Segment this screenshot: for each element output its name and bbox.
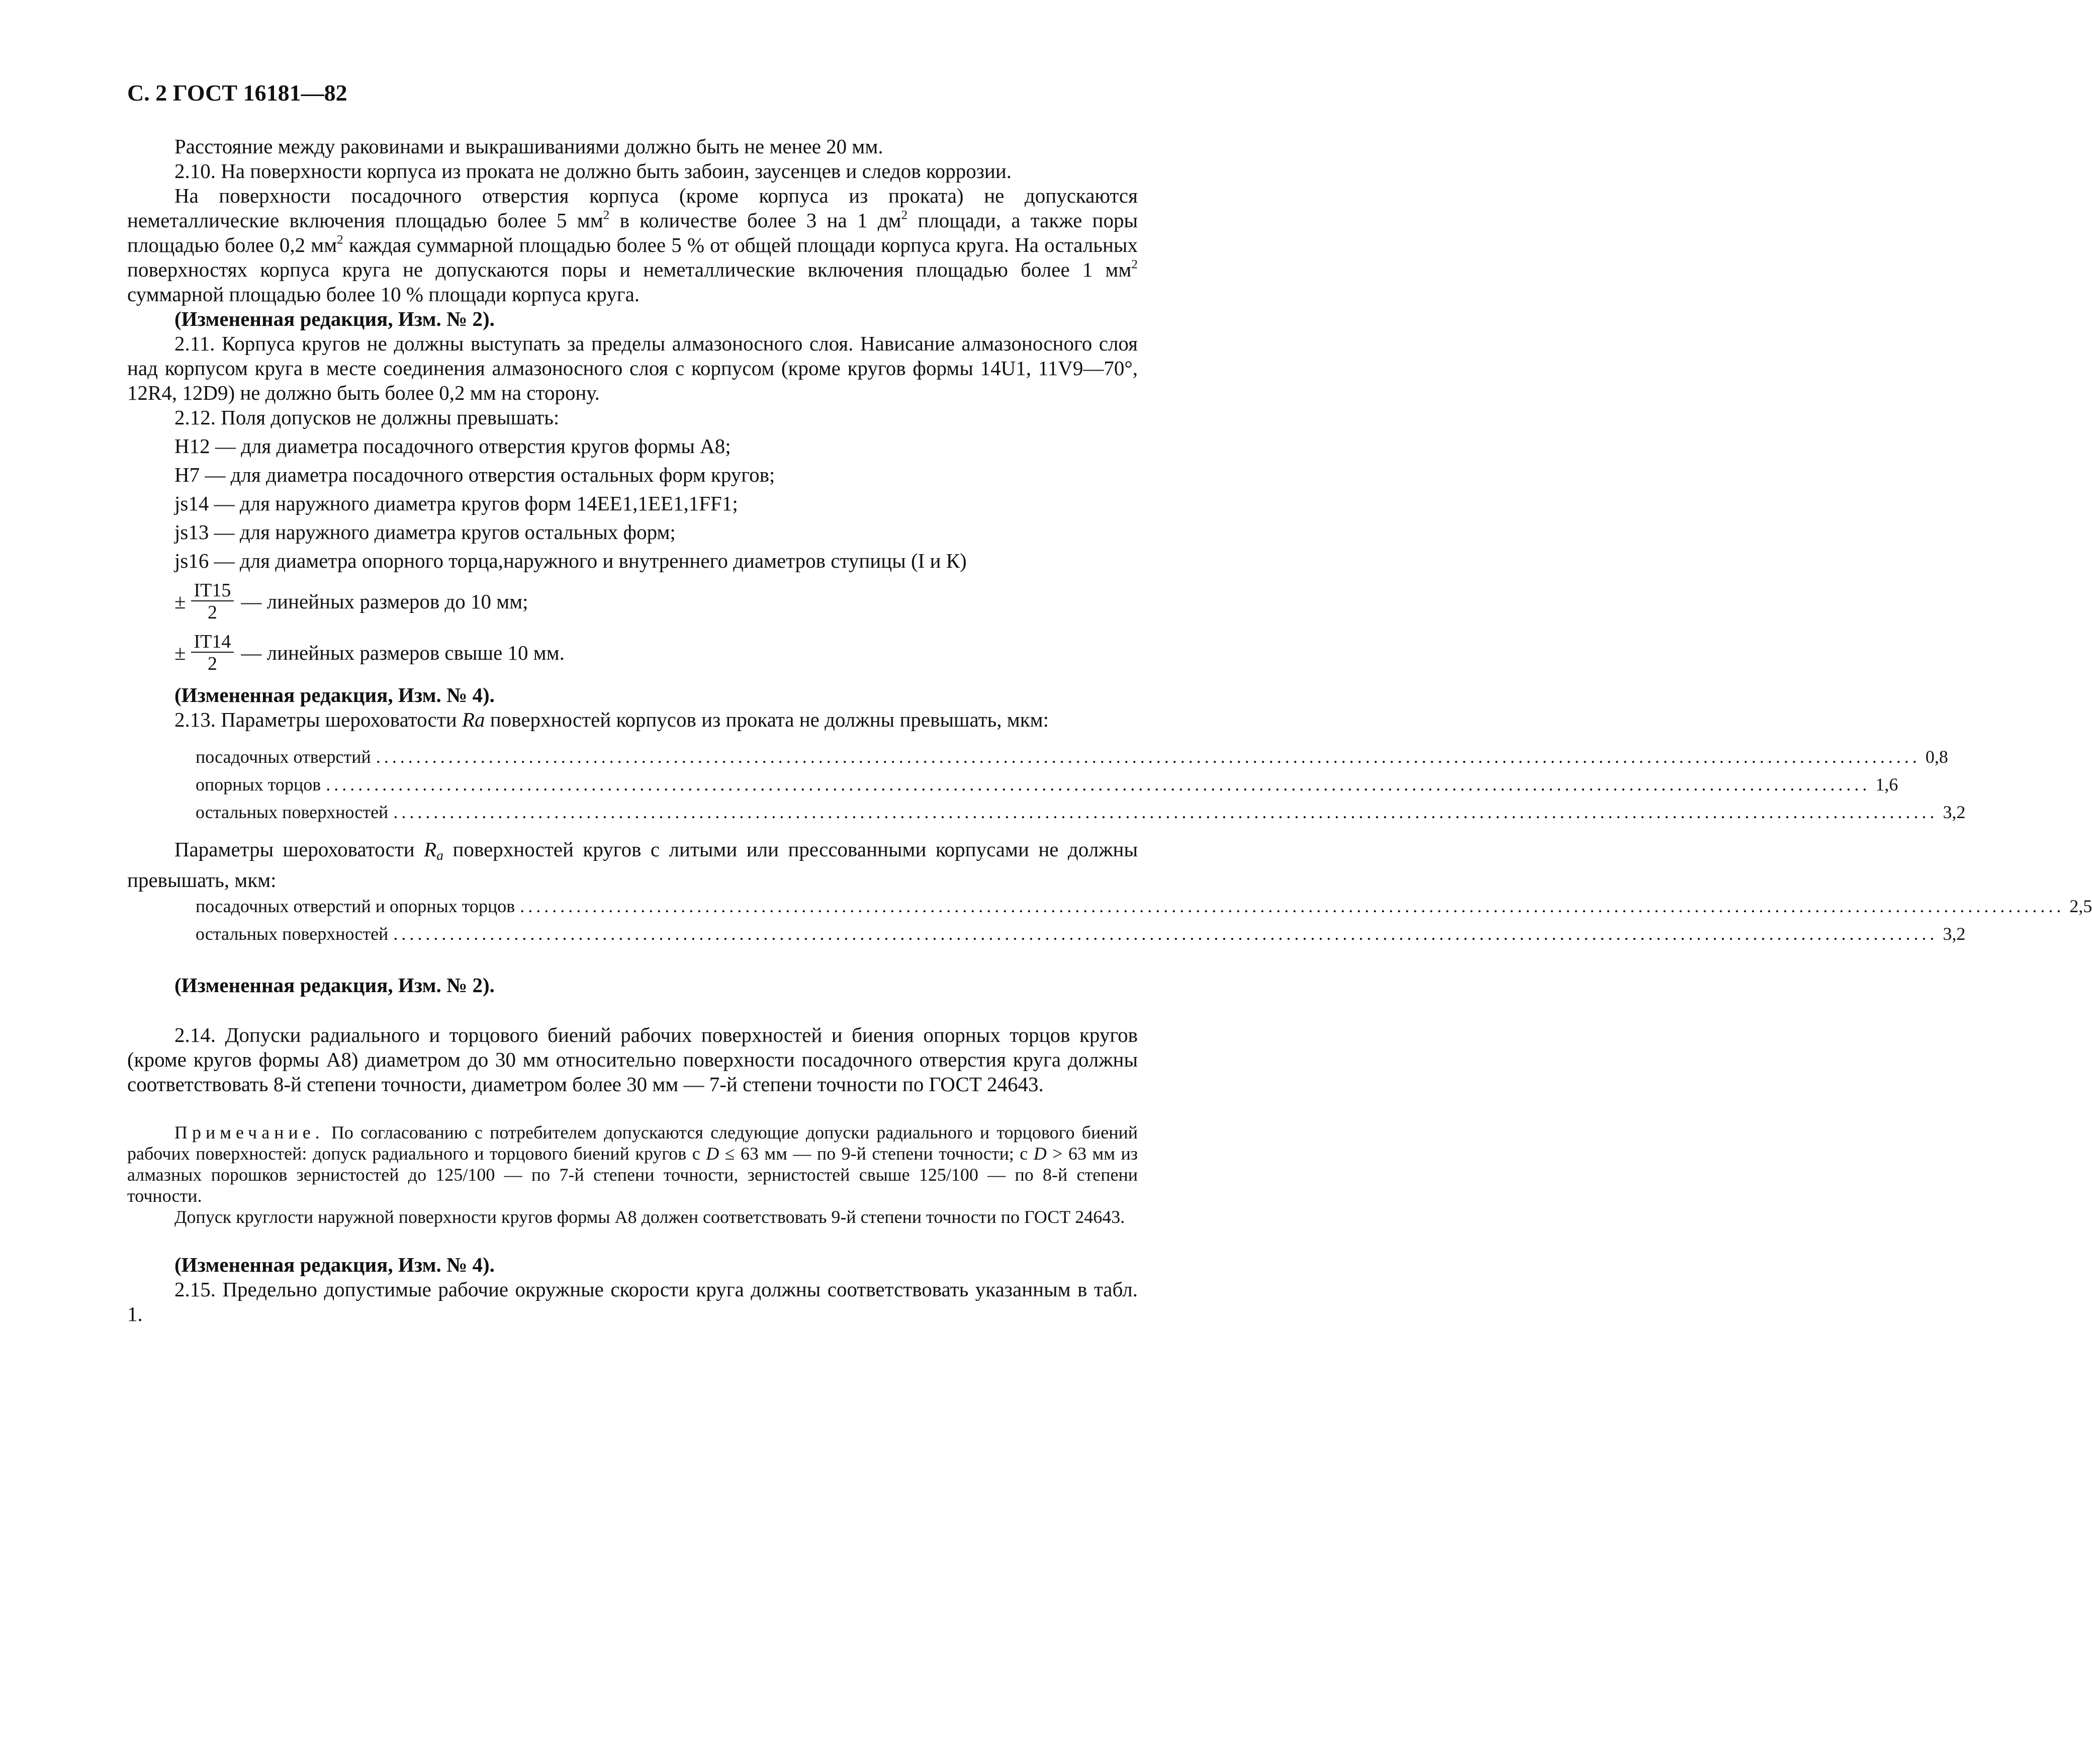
tolerance-item: Н7 — для диаметра посадочного отверстия остальных форм кругов; [174, 463, 775, 486]
paragraph-2-11: 2.11. Корпуса кругов не должны выступать за пределы алмазоносного слоя. Нависание алмазоносного слоя над корпусом круга в месте соединения алмазоносного слоя с корпусом (кроме кругов формы 14U1, 11V9—70°, 12R4, 12D9) не должно быть более 0,2 мм на сторону. [127, 332, 1138, 404]
document-page [127, 80, 2092, 1327]
tolerance-item: js16 — для диаметра опорного торца,наружного и внутреннего диаметров ступицы (I и К) [174, 549, 967, 572]
fraction-tolerance: ± $\frac{IT14}{2}$ — линейных размеров свыше 10 мм. [174, 631, 565, 674]
amendment-note: (Измененная редакция, Изм. № 2). [174, 307, 495, 330]
roughness-row: остальных поверхностей ................................................................................................................................................................................................ 3,2 [196, 923, 1966, 944]
roughness-row: посадочных отверстий ................................................................................................................................................................................................ 0,8 [196, 747, 1948, 767]
fraction: $\frac{IT14}{2}$ [191, 632, 234, 674]
roughness-list-rolled [127, 743, 1966, 826]
paragraph-2-10: 2.10. На поверхности корпуса из проката не должно быть забоин, заусенцев и следов коррозии. [174, 159, 1012, 183]
roughness-row: опорных торцов ................................................................................................................................................................................................ 1,6 [196, 774, 1898, 795]
roughness-row: остальных поверхностей ................................................................................................................................................................................................ 3,2 [196, 802, 1966, 822]
roughness-list-cast [127, 893, 2092, 948]
tolerance-list [127, 434, 1138, 573]
note-paragraph: Примечание. По согласованию с потребителем допускаются следующие допуски радиального и торцового биений рабочих поверхностей: допуск радиального и торцового биений кругов с D ≤ 63 мм — по 9-й степени точности; с D > 63 мм из алмазных порошков зернистостей до 125/100 — по 7-й степени точности, зернистостей свыше 125/100 — по 8-й степени точности. [127, 1122, 1138, 1206]
paragraph-2-15: 2.15. Предельно допустимые рабочие окружные скорости круга должны соответствовать указанным в табл. 1. [127, 1277, 1138, 1326]
paragraph-2-12: 2.12. Поля допусков не должны превышать: [174, 406, 560, 429]
fraction-tolerance: ± $\frac{IT15}{2}$ — линейных размеров до 10 мм; [174, 580, 528, 623]
paragraph-2-10-inclusions: На поверхности посадочного отверстия корпуса (кроме корпуса из проката) не допускаются неметаллические включения площадью более 5 $мм^2$ в количестве более 3 на 1 $дм^2$ площади, а также поры площадью более 0,2 $мм^2$ каждая суммарной площадью более 5 % от общей площади корпуса круга. На остальных поверхностях корпуса круга не допускаются поры и неметаллические включения площадью более 1 $мм^2$ суммарной площадью более 10 % площади корпуса круга. [127, 184, 1138, 306]
paragraph-roughness-cast: Параметры шероховатости $R_a$ поверхностей кругов с литыми или прессованными корпусами не должны превышать, мкм: [127, 838, 1138, 892]
note-paragraph-roundness: Допуск круглости наружной поверхности кругов формы А8 должен соответствовать 9-й степени точности по ГОСТ 24643. [174, 1206, 1125, 1227]
amendment-note: (Измененная редакция, Изм. № 4). [174, 1253, 495, 1276]
note-label: Примечание. [174, 1122, 324, 1142]
amendment-note: (Измененная редакция, Изм. № 4). [174, 683, 495, 707]
tolerance-item: js14 — для наружного диаметра кругов форм 14ЕЕ1,1ЕЕ1,1FF1; [174, 492, 738, 515]
page-header: С. 2 ГОСТ 16181—82 [127, 80, 347, 106]
paragraph-2-13: 2.13. Параметры шероховатости Ra поверхностей корпусов из проката не должны превышать, мкм: [174, 708, 1049, 731]
paragraph-distance: Расстояние между раковинами и выкрашиваниями должно быть не менее 20 мм. [174, 135, 883, 158]
roughness-row: посадочных отверстий и опорных торцов ................................................................................................................................................................................................ 2,5 [196, 896, 2092, 916]
tolerance-item: js13 — для наружного диаметра кругов остальных форм; [174, 520, 676, 544]
fraction: $\frac{IT15}{2}$ [191, 580, 234, 623]
tolerance-item: Н12 — для диаметра посадочного отверстия кругов формы А8; [174, 434, 731, 458]
paragraph-2-14: 2.14. Допуски радиального и торцового биений рабочих поверхностей и биения опорных торцов кругов (кроме кругов формы А8) диаметром до 30 мм относительно поверхности посадочного отверстия круга должны соответствовать 8-й степени точности, диаметром более 30 мм — 7-й степени точности по ГОСТ 24643. [127, 1023, 1138, 1096]
amendment-note: (Измененная редакция, Изм. № 2). [174, 973, 495, 997]
